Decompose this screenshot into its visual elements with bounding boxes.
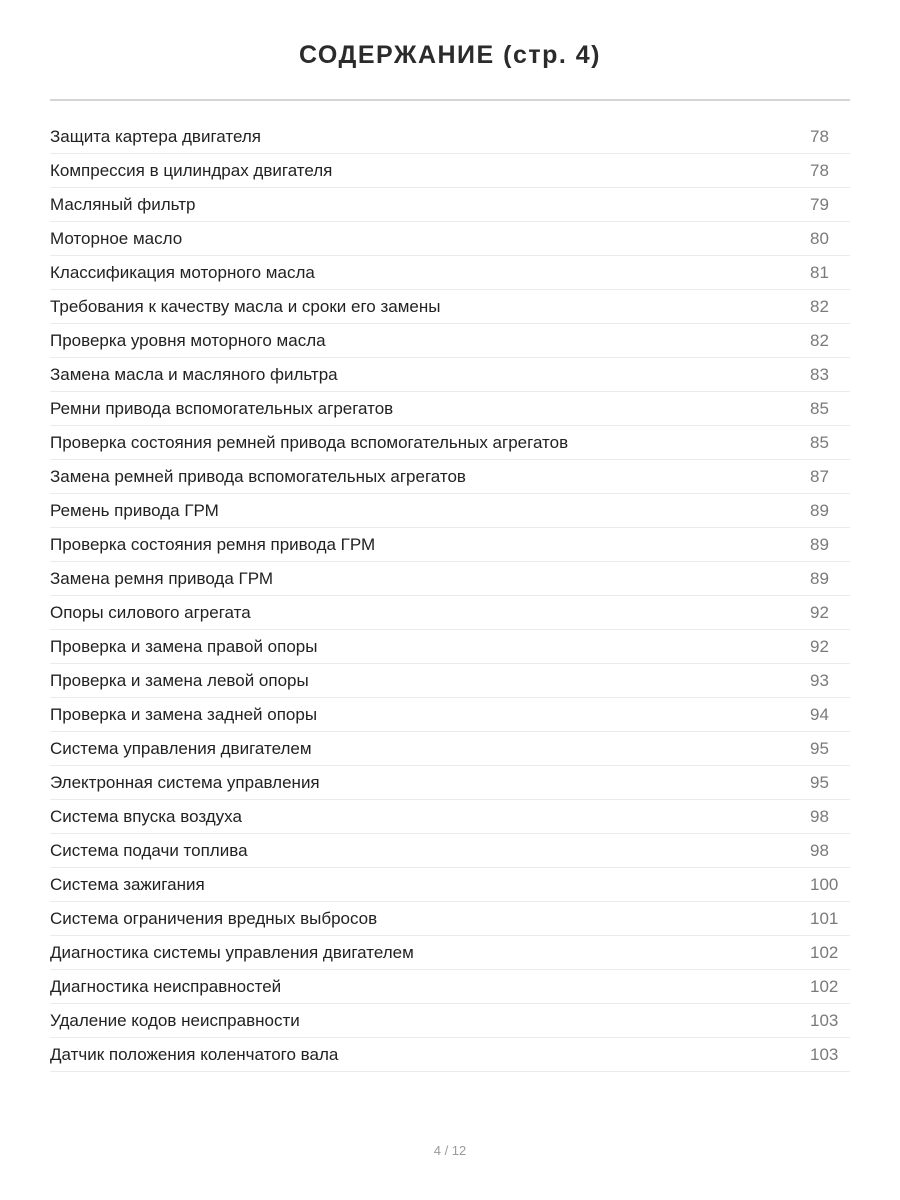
toc-entry[interactable] (50, 324, 850, 358)
toc-entry[interactable] (50, 222, 850, 256)
toc-entry[interactable] (50, 698, 850, 732)
toc-entry-title: Компрессия в цилиндрах двигателя (50, 160, 333, 180)
toc-entry-page: 103 (810, 1010, 839, 1030)
toc-entry-page: 82 (810, 296, 829, 316)
toc-entry[interactable] (50, 732, 850, 766)
toc-entry[interactable] (50, 1038, 850, 1072)
toc-entry-page: 83 (810, 364, 829, 384)
toc-entry-page: 82 (810, 330, 829, 350)
toc-entry[interactable] (50, 630, 850, 664)
toc-entry-page: 78 (810, 160, 829, 180)
toc-entry-page: 85 (810, 432, 829, 452)
toc-entry-page: 87 (810, 466, 829, 486)
toc-entry-title: Электронная система управления (50, 772, 320, 792)
toc-entry[interactable] (50, 902, 850, 936)
toc-entry-page: 89 (810, 534, 829, 554)
toc-entry-page: 95 (810, 772, 829, 792)
toc-entry[interactable] (50, 834, 850, 868)
toc-entry[interactable] (50, 392, 850, 426)
toc-entry-title: Проверка и замена задней опоры (50, 704, 318, 724)
toc-entry-page: 101 (810, 908, 839, 928)
toc-entry[interactable] (50, 970, 850, 1004)
toc-entry-page: 102 (810, 942, 839, 962)
toc-entry[interactable] (50, 256, 850, 290)
toc-entry-title: Защита картера двигателя (50, 126, 261, 146)
toc-entry-page: 100 (810, 874, 839, 894)
toc-entry-title: Система управления двигателем (50, 738, 312, 758)
toc-entry-page: 92 (810, 602, 829, 622)
toc-entry[interactable] (50, 120, 850, 154)
toc-entry[interactable] (50, 868, 850, 902)
toc-entry[interactable] (50, 1004, 850, 1038)
toc-entry-page: 85 (810, 398, 829, 418)
toc-entry[interactable] (50, 494, 850, 528)
toc-entry[interactable] (50, 664, 850, 698)
toc-entry-page: 92 (810, 636, 829, 656)
toc-entry-page: 78 (810, 126, 829, 146)
toc-entry-page: 98 (810, 806, 829, 826)
toc-entry-title: Проверка состояния ремня привода ГРМ (50, 534, 376, 554)
toc-entry-title: Система зажигания (50, 874, 205, 894)
toc-entry[interactable] (50, 188, 850, 222)
toc-entry-title: Система ограничения вредных выбросов (50, 908, 378, 928)
toc-entry-title: Опоры силового агрегата (50, 602, 251, 622)
toc-entry-title: Моторное масло (50, 228, 183, 248)
toc-entry[interactable] (50, 562, 850, 596)
toc-entry-title: Система впуска воздуха (50, 806, 242, 826)
toc-entry-page: 94 (810, 704, 829, 724)
toc-entry-title: Замена ремней привода вспомогательных агрегатов (50, 466, 466, 486)
toc-list (50, 120, 850, 1072)
toc-entry-page: 89 (810, 568, 829, 588)
toc-entry-title: Проверка и замена левой опоры (50, 670, 309, 690)
toc-entry-title: Масляный фильтр (50, 194, 196, 214)
toc-entry-title: Требования к качеству масла и сроки его замены (50, 296, 441, 316)
page-indicator: 4 / 12 (433, 1143, 467, 1158)
toc-entry[interactable] (50, 358, 850, 392)
toc-entry-title: Диагностика неисправностей (50, 976, 282, 996)
toc-entry-page: 98 (810, 840, 829, 860)
toc-entry[interactable] (50, 426, 850, 460)
toc-entry[interactable] (50, 800, 850, 834)
toc-entry[interactable] (50, 460, 850, 494)
title-divider (50, 99, 850, 101)
toc-entry-page: 102 (810, 976, 839, 996)
toc-entry-title: Проверка и замена правой опоры (50, 636, 318, 656)
toc-entry[interactable] (50, 528, 850, 562)
toc-entry-title: Ремни привода вспомогательных агрегатов (50, 398, 394, 418)
toc-entry[interactable] (50, 936, 850, 970)
toc-entry[interactable] (50, 766, 850, 800)
toc-entry-title: Проверка уровня моторного масла (50, 330, 326, 350)
toc-entry-title: Диагностика системы управления двигателем (50, 942, 414, 962)
toc-entry-title: Замена ремня привода ГРМ (50, 568, 274, 588)
toc-entry-title: Датчик положения коленчатого вала (50, 1044, 339, 1064)
toc-entry[interactable] (50, 154, 850, 188)
toc-entry[interactable] (50, 290, 850, 324)
toc-entry[interactable] (50, 596, 850, 630)
toc-entry-page: 81 (810, 262, 829, 282)
toc-entry-page: 95 (810, 738, 829, 758)
toc-entry-page: 103 (810, 1044, 839, 1064)
toc-entry-title: Удаление кодов неисправности (50, 1010, 300, 1030)
toc-entry-page: 80 (810, 228, 829, 248)
toc-entry-title: Замена масла и масляного фильтра (50, 364, 338, 384)
toc-entry-title: Классификация моторного масла (50, 262, 315, 282)
toc-entry-title: Система подачи топлива (50, 840, 248, 860)
toc-entry-page: 89 (810, 500, 829, 520)
toc-entry-title: Ремень привода ГРМ (50, 500, 219, 520)
toc-entry-title: Проверка состояния ремней привода вспомогательных агрегатов (50, 432, 569, 452)
toc-entry-page: 93 (810, 670, 829, 690)
toc-entry-page: 79 (810, 194, 829, 214)
page-title: СОДЕРЖАНИЕ (стр. 4) (298, 41, 602, 69)
